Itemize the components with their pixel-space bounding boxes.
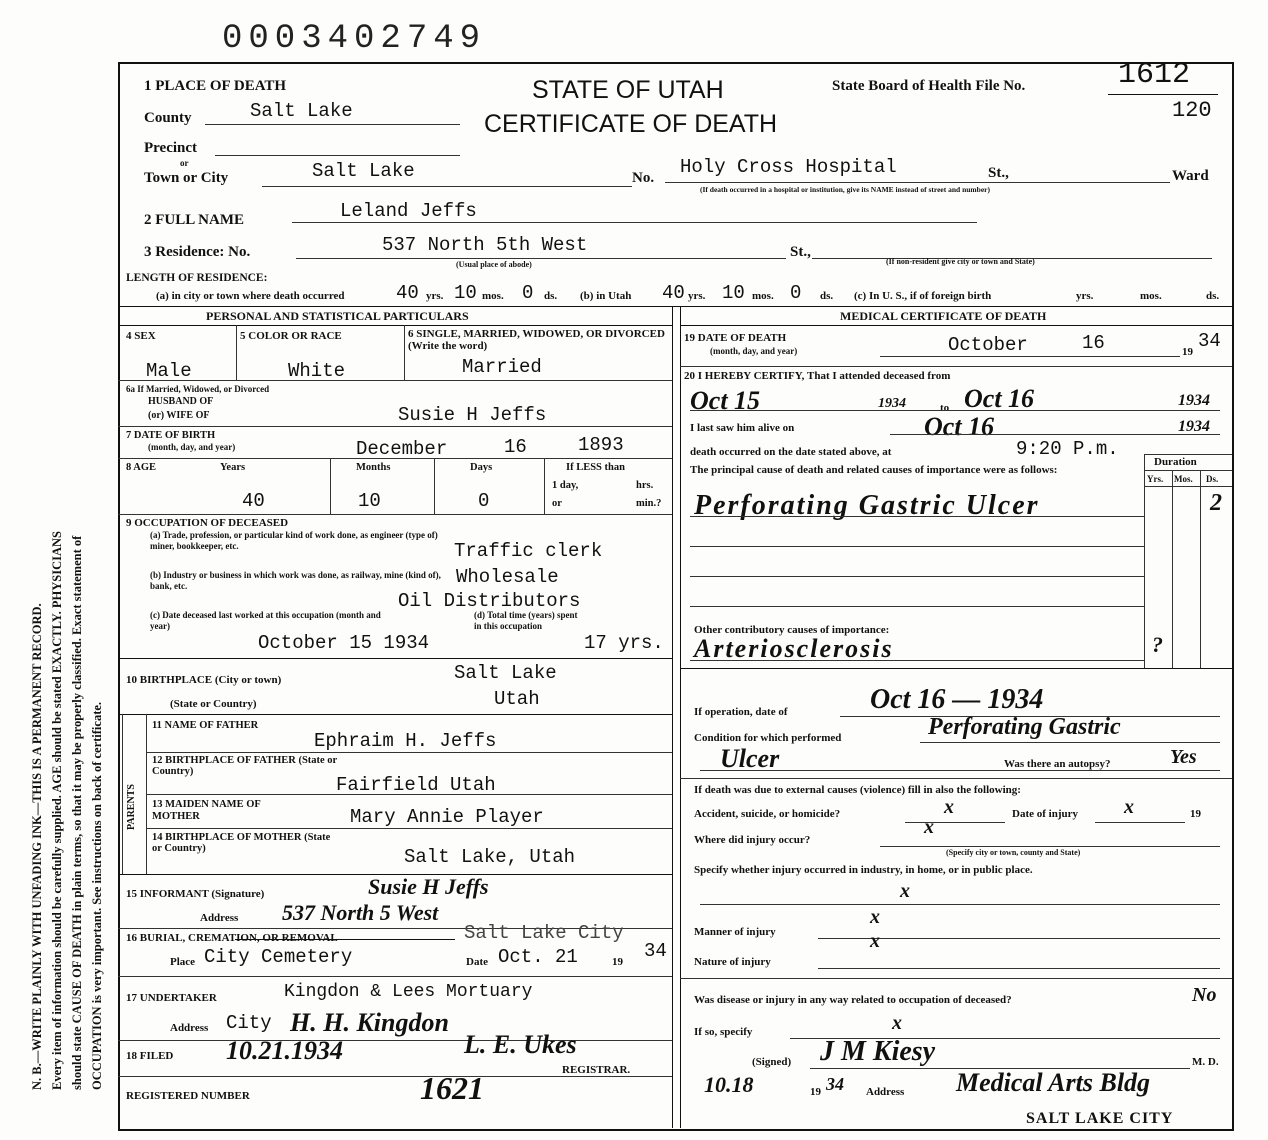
city-residence-label: (a) in city or town where death occurred — [156, 290, 345, 302]
md-label: M. D. — [1192, 1056, 1219, 1068]
marital-label: 6 SINGLE, MARRIED, WIDOWED, OR DIVORCED (Write the word) — [408, 328, 665, 352]
place-of-death-label: 1 PLACE OF DEATH — [144, 78, 287, 94]
utah-years-unit: yrs. — [688, 290, 706, 302]
burial-label: 16 BURIAL, CREMATION, OR REMOVAL — [126, 932, 338, 944]
manner-value: x — [870, 906, 880, 928]
burial-year: 34 — [644, 940, 667, 962]
dob-label: 7 DATE OF BIRTH — [126, 430, 216, 441]
certificate-title: CERTIFICATE OF DEATH — [484, 110, 778, 138]
or-min-label: or — [552, 498, 562, 509]
min-label: min.? — [636, 498, 662, 509]
dod-label: 19 DATE OF DEATH — [684, 332, 787, 344]
city-stamp: SALT LAKE CITY — [1026, 1110, 1174, 1127]
occupation-d-value: 17 yrs. — [584, 632, 664, 654]
specify-value: x — [900, 880, 910, 902]
accident-label: Accident, suicide, or homicide? — [694, 808, 841, 820]
attend-from: Oct 15 — [690, 386, 761, 415]
residence-value: 537 North 5th West — [382, 234, 588, 256]
us-years-unit: yrs. — [1076, 290, 1094, 302]
attend-to: Oct 16 — [964, 384, 1035, 413]
medical-heading: MEDICAL CERTIFICATE OF DEATH — [840, 309, 1047, 323]
precinct-label: Precinct — [144, 140, 198, 156]
nature-value: x — [870, 930, 880, 952]
occupation-b-label: (b) Industry or business in which work was done, as railway, mine (kind of), bank, etc. — [150, 570, 441, 591]
operation-label: If operation, date of — [694, 706, 788, 718]
burial-place: City Cemetery — [204, 946, 353, 968]
condition-value-1: Perforating Gastric — [928, 714, 1121, 740]
duration-mos-label: Mos. — [1174, 474, 1193, 484]
dod-month: October — [948, 334, 1028, 356]
burial-place-label: Place — [170, 956, 196, 968]
undertaker-label: 17 UNDERTAKER — [126, 992, 217, 1004]
duration-label: Duration — [1154, 456, 1197, 468]
instruction-line-4: OCCUPATION is very important. See instructions on back of certificate. — [90, 701, 104, 1090]
utah-residence-years: 40 — [662, 282, 685, 304]
specify-label: Specify whether injury occurred in industry, in home, or in public place. — [694, 864, 1033, 876]
cause-duration: 2 — [1210, 490, 1222, 516]
age-years-value: 40 — [242, 490, 265, 512]
last-saw-year: 1934 — [1178, 418, 1210, 435]
age-days-label: Days — [470, 462, 493, 473]
to-label: to — [940, 402, 950, 414]
utah-residence-months: 10 — [722, 282, 745, 304]
burial-date-label: Date — [466, 956, 488, 968]
burial-year-prefix: 19 — [612, 956, 623, 968]
physician-address-label: Address — [866, 1086, 905, 1098]
file-number-label: State Board of Health File No. — [832, 78, 1026, 94]
color-value: White — [288, 360, 346, 382]
manner-label: Manner of injury — [694, 926, 776, 938]
injury-date-value: x — [1124, 796, 1134, 818]
undertaker-address-label: Address — [170, 1022, 209, 1034]
spouse-label-2: HUSBAND OF — [148, 396, 214, 407]
hospital-note: (If death occurred in a hospital or institution, give its NAME instead of street and number) — [700, 185, 991, 194]
age-months-label: Months — [356, 462, 391, 473]
if-so-value: x — [892, 1012, 902, 1034]
birthplace-city: Salt Lake — [454, 662, 557, 684]
occupation-b-value-2: Oil Distributors — [398, 590, 581, 612]
ward-label: Ward — [1172, 168, 1209, 184]
signed-label: (Signed) — [752, 1056, 792, 1068]
registrar-signature: L. E. Ukes — [464, 1030, 577, 1059]
filed-label: 18 FILED — [126, 1050, 174, 1062]
county-value: Salt Lake — [250, 100, 353, 122]
certificate-serial: 0003402749 — [222, 20, 487, 58]
hrs-label: hrs. — [636, 480, 654, 491]
instruction-line-2: Every item of information should be carefully supplied. AGE should be stated EXACTLY. PHYSICIANS — [50, 531, 64, 1090]
duration-ds-label: Ds. — [1206, 474, 1219, 484]
sex-value: Male — [146, 360, 192, 382]
dod-day: 16 — [1082, 332, 1105, 354]
burial-city: Salt Lake City — [464, 922, 624, 944]
mother-birthplace-label: 14 BIRTHPLACE OF MOTHER (State or Country) — [152, 832, 331, 854]
utah-residence-label: (b) in Utah — [580, 290, 632, 302]
parents-label: PARENTS — [126, 784, 137, 830]
city-residence-days: 0 — [522, 282, 534, 304]
age-months-value: 10 — [358, 490, 381, 512]
undertaker-value: Kingdon & Lees Mortuary — [284, 982, 533, 1002]
death-time: 9:20 P.m. — [1016, 438, 1119, 460]
us-months-unit: mos. — [1140, 290, 1162, 302]
last-saw-label: I last saw him alive on — [690, 422, 795, 434]
dob-month: December — [356, 438, 448, 460]
attend-from-year: 1934 — [878, 396, 906, 411]
nature-label: Nature of injury — [694, 956, 771, 968]
autopsy-label: Was there an autopsy? — [1004, 758, 1111, 770]
occupation-d-label: (d) Total time (years) spent in this occupation — [474, 610, 578, 631]
age-days-value: 0 — [478, 490, 490, 512]
street-label: St., — [988, 165, 1009, 181]
birthplace-state-label: (State or Country) — [170, 698, 257, 710]
number-label: No. — [632, 170, 655, 186]
hospital-value: Holy Cross Hospital — [680, 156, 897, 178]
dod-year: 34 — [1198, 330, 1221, 352]
where-value: x — [924, 816, 934, 838]
occupation-a-value: Traffic clerk — [454, 540, 603, 562]
residence-street-label: St., — [790, 244, 811, 260]
signed-year: 34 — [826, 1074, 844, 1094]
residence-label: 3 Residence: No. — [144, 244, 251, 260]
autopsy-value: Yes — [1170, 746, 1197, 768]
us-days-unit: ds. — [1206, 290, 1220, 302]
informant-signature: Susie H Jeffs — [368, 874, 489, 899]
age-label: 8 AGE — [126, 462, 157, 473]
length-residence-label: LENGTH OF RESIDENCE: — [126, 272, 268, 284]
accident-value: x — [944, 796, 954, 818]
where-note: (Specify city or town, county and State) — [946, 848, 1081, 857]
town-value: Salt Lake — [312, 160, 415, 182]
occupation-label: 9 OCCUPATION OF DECEASED — [126, 517, 289, 529]
undertaker-address: City — [226, 1012, 272, 1034]
city-months-unit: mos. — [482, 290, 504, 302]
condition-value-2: Ulcer — [720, 744, 780, 773]
less-than-label: If LESS than — [566, 462, 625, 473]
full-name-value: Leland Jeffs — [340, 200, 477, 222]
dob-year: 1893 — [578, 434, 624, 456]
occupation-b-value-1: Wholesale — [456, 566, 559, 588]
age-years-label: Years — [220, 462, 246, 473]
informant-address-label: Address — [200, 912, 239, 924]
filed-date: 10.21.1934 — [226, 1036, 343, 1065]
dob-sub: (month, day, and year) — [148, 442, 236, 452]
physician-signature: J M Kiesy — [820, 1036, 936, 1067]
occupation-related-value: No — [1192, 984, 1217, 1006]
signed-year-prefix: 19 — [810, 1086, 821, 1098]
county-label: County — [144, 110, 192, 126]
death-time-label: death occurred on the date stated above, at — [690, 446, 892, 458]
contributory-duration: ? — [1152, 632, 1163, 657]
duration-yrs-label: Yrs. — [1147, 474, 1164, 484]
one-day-label: 1 day, — [552, 480, 579, 491]
where-label: Where did injury occur? — [694, 834, 811, 846]
occupation-c-label: (c) Date deceased last worked at this occupation (month and year) — [150, 610, 381, 631]
marital-value: Married — [462, 356, 542, 378]
city-years-unit: yrs. — [426, 290, 444, 302]
city-days-unit: ds. — [544, 290, 558, 302]
utah-residence-days: 0 — [790, 282, 802, 304]
injury-date-label: Date of injury — [1012, 808, 1078, 820]
birthplace-label: 10 BIRTHPLACE (City or town) — [126, 674, 282, 686]
nonresident-note: (If non-resident give city or town and State) — [886, 257, 1035, 266]
personal-heading: PERSONAL AND STATISTICAL PARTICULARS — [206, 309, 469, 323]
operation-date: Oct 16 — 1934 — [870, 684, 1044, 715]
contributory-label: Other contributory causes of importance: — [694, 624, 890, 636]
father-value: Ephraim H. Jeffs — [314, 730, 497, 752]
spouse-label-3: (or) WIFE OF — [148, 410, 210, 421]
undertaker-signature: H. H. Kingdon — [290, 1008, 449, 1037]
state-title: STATE OF UTAH — [532, 76, 724, 104]
birthplace-state: Utah — [494, 688, 540, 710]
informant-label: 15 INFORMANT (Signature) — [126, 888, 265, 900]
utah-days-unit: ds. — [820, 290, 834, 302]
spouse-value: Susie H Jeffs — [398, 404, 547, 426]
registered-number: 1621 — [420, 1070, 484, 1106]
occupation-c-value: October 15 1934 — [258, 632, 430, 654]
spouse-label-1: 6a If Married, Widowed, or Divorced — [126, 384, 270, 394]
usual-abode-note: (Usual place of abode) — [456, 260, 532, 269]
or-label: or — [180, 158, 189, 168]
attend-to-year: 1934 — [1178, 392, 1210, 409]
file-number-secondary: 120 — [1172, 98, 1212, 123]
mother-label: 13 MAIDEN NAME OF MOTHER — [152, 799, 261, 822]
instruction-line-3: should state CAUSE OF DEATH in plain terms, so that it may be properly classified. Exact statement of — [70, 535, 84, 1090]
cause-value: Perforating Gastric Ulcer — [694, 490, 1040, 521]
signed-date: 10.18 — [704, 1072, 754, 1097]
injury-year-prefix: 19 — [1190, 808, 1201, 820]
city-residence-months: 10 — [454, 282, 477, 304]
town-label: Town or City — [144, 170, 229, 186]
utah-months-unit: mos. — [752, 290, 774, 302]
certify-label: 20 I HEREBY CERTIFY, That I attended deceased from — [684, 370, 951, 382]
registered-number-label: REGISTERED NUMBER — [126, 1090, 250, 1102]
cause-label: The principal cause of death and related causes of importance were as follows: — [690, 464, 1058, 476]
occupation-related-label: Was disease or injury in any way related to occupation of deceased? — [694, 994, 1012, 1006]
last-saw-value: Oct 16 — [924, 412, 995, 441]
informant-address: 537 North 5 West — [282, 900, 439, 925]
instruction-line-1: N. B.—WRITE PLAINLY WITH UNFADING INK—THIS IS A PERMANENT RECORD. — [30, 603, 44, 1090]
mother-value: Mary Annie Player — [350, 806, 544, 828]
dob-day: 16 — [504, 436, 527, 458]
occupation-a-label: (a) Trade, profession, or particular kind of work done, as engineer (type of) miner, bookkeeper, etc. — [150, 530, 438, 551]
file-number: 1612 — [1118, 58, 1191, 92]
registrar-label: REGISTRAR. — [562, 1064, 631, 1076]
city-residence-years: 40 — [396, 282, 419, 304]
physician-address: Medical Arts Bldg — [956, 1068, 1151, 1097]
burial-date: Oct. 21 — [498, 946, 578, 968]
full-name-label: 2 FULL NAME — [144, 212, 245, 228]
father-label: 11 NAME OF FATHER — [152, 720, 259, 731]
contributory-value: Arteriosclerosis — [694, 634, 894, 663]
color-label: 5 COLOR OR RACE — [240, 330, 342, 342]
sex-label: 4 SEX — [126, 330, 156, 342]
dod-year-prefix: 19 — [1182, 346, 1193, 358]
if-so-label: If so, specify — [694, 1026, 753, 1038]
external-causes-label: If death was due to external causes (violence) fill in also the following: — [694, 784, 1021, 796]
mother-birthplace-value: Salt Lake, Utah — [404, 846, 576, 868]
us-residence-label: (c) In U. S., if of foreign birth — [854, 290, 992, 302]
condition-label: Condition for which performed — [694, 732, 842, 744]
dod-sub: (month, day, and year) — [710, 346, 798, 356]
father-birthplace-label: 12 BIRTHPLACE OF FATHER (State or Country) — [152, 755, 338, 777]
father-birthplace-value: Fairfield Utah — [336, 774, 496, 796]
